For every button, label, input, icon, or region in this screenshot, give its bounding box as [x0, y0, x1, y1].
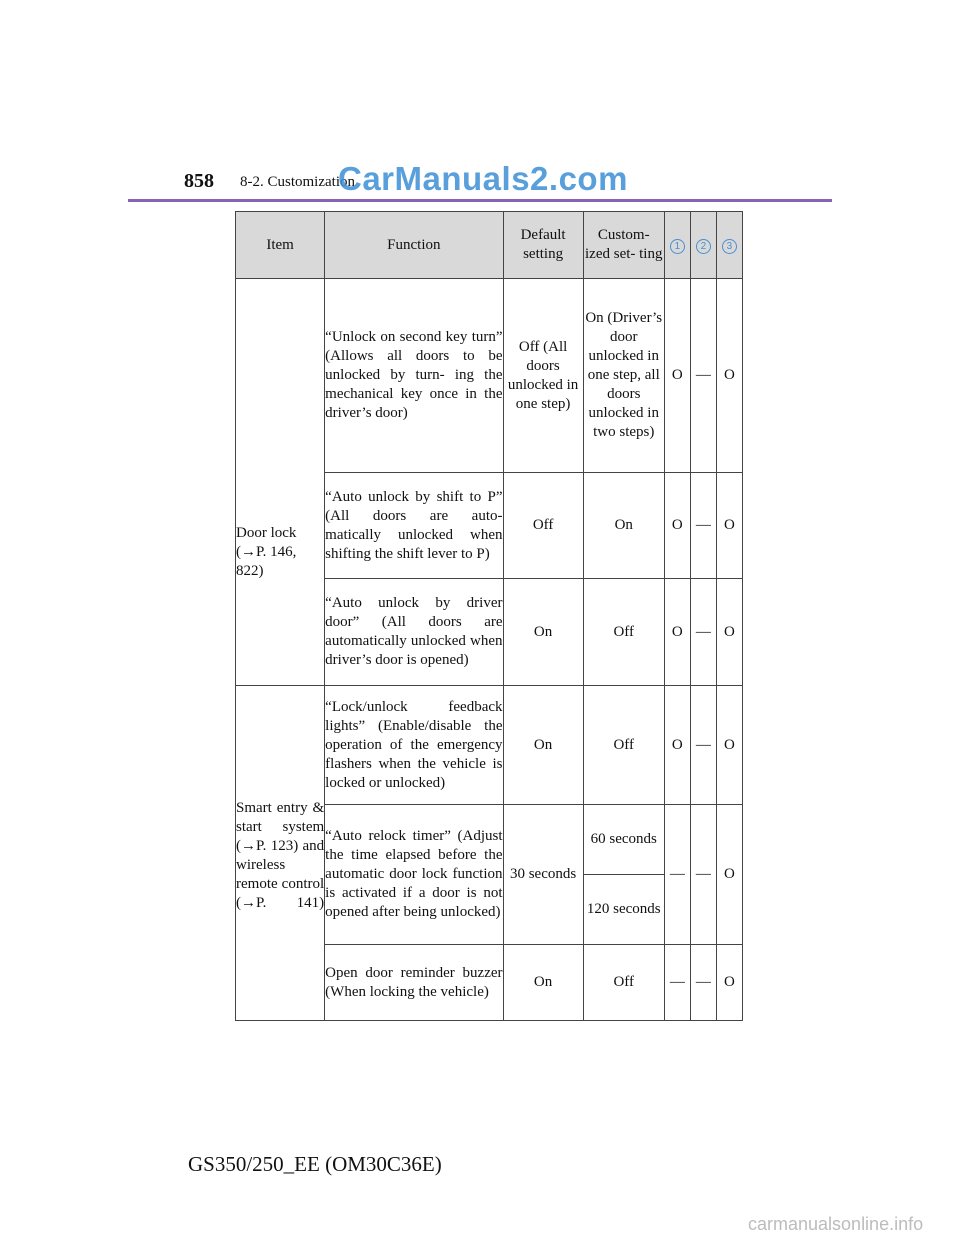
mode-3-cell: O — [716, 279, 742, 473]
page-number: 858 — [184, 170, 214, 192]
footer-site-watermark: carmanualsonline.info — [748, 1214, 924, 1234]
item-door-lock: Door lock (→P. 146, 822) — [236, 279, 325, 686]
mode-1-cell: — — [664, 945, 690, 1021]
customized-cell: Off — [583, 686, 664, 805]
default-cell: 30 seconds — [503, 805, 583, 945]
mode-3-cell: O — [716, 473, 742, 579]
mode-1-cell: O — [664, 279, 690, 473]
default-cell: Off (All doors unlocked in one step) — [503, 279, 583, 473]
mode-2-icon: 2 — [696, 239, 711, 254]
default-cell: On — [503, 686, 583, 805]
mode-2-cell: — — [690, 945, 716, 1021]
function-cell: “Unlock on second key turn” (Allows all doors to be unlocked by turn- ing the mechanical key once in the driver’s door) — [325, 279, 503, 473]
customized-cell: On (Driver’s door unlocked in one step, all doors unlocked in two steps) — [583, 279, 664, 473]
header-mode-3 — [716, 212, 742, 279]
mode-1-cell: O — [664, 579, 690, 686]
customized-cell: Off — [583, 579, 664, 686]
function-cell: “Auto relock timer” (Adjust the time elapsed before the automatic door lock function is activated if a door is not opened after being unlocked) — [325, 805, 503, 945]
customization-table — [235, 211, 743, 1021]
mode-2-cell: — — [690, 279, 716, 473]
customized-cell: Off — [583, 945, 664, 1021]
mode-1-cell: O — [664, 473, 690, 579]
watermark-logo: CarManuals2.com — [338, 160, 628, 197]
table-row — [236, 279, 743, 473]
table-row — [236, 686, 743, 805]
default-cell: On — [503, 945, 583, 1021]
function-cell: “Auto unlock by shift to P” (All doors are auto- matically unlocked when shifting the shift lever to P) — [325, 473, 503, 579]
mode-3-icon: 3 — [722, 239, 737, 254]
header-function: Function — [325, 212, 503, 279]
section-title: 8-2. Customization — [240, 174, 355, 190]
mode-2-cell: — — [690, 579, 716, 686]
mode-3-cell: O — [716, 686, 742, 805]
mode-3-cell: O — [716, 579, 742, 686]
customized-cell: 60 seconds — [583, 805, 664, 875]
mode-2-cell: — — [690, 805, 716, 945]
model-code: GS350/250_EE (OM30C36E) — [188, 1152, 442, 1176]
header-item: Item — [236, 212, 325, 279]
mode-1-icon: 1 — [670, 239, 685, 254]
default-cell: Off — [503, 473, 583, 579]
mode-1-cell: — — [664, 805, 690, 945]
header-mode-2 — [690, 212, 716, 279]
customized-cell: On — [583, 473, 664, 579]
mode-3-cell: O — [716, 945, 742, 1021]
default-cell: On — [503, 579, 583, 686]
mode-1-cell: O — [664, 686, 690, 805]
customized-cell-alt: 120 seconds — [583, 875, 664, 945]
header-mode-1 — [664, 212, 690, 279]
function-cell: Open door reminder buzzer (When locking the vehicle) — [325, 945, 503, 1021]
mode-3-cell: O — [716, 805, 742, 945]
header-divider — [128, 199, 832, 202]
function-cell: “Auto unlock by driver door” (All doors are automatically unlocked when driver’s door is opened) — [325, 579, 503, 686]
mode-2-cell: — — [690, 473, 716, 579]
header-default-setting: Default setting — [503, 212, 583, 279]
header-customized-setting: Custom- ized set- ting — [583, 212, 664, 279]
table-header-row — [236, 212, 743, 279]
function-cell: “Lock/unlock feedback lights” (Enable/disable the operation of the emergency flashers when the vehicle is locked or unlocked) — [325, 686, 503, 805]
item-smart-entry: Smart entry & start system (→P. 123) and wireless remote control (→P. 141) — [236, 686, 325, 1021]
mode-2-cell: — — [690, 686, 716, 805]
